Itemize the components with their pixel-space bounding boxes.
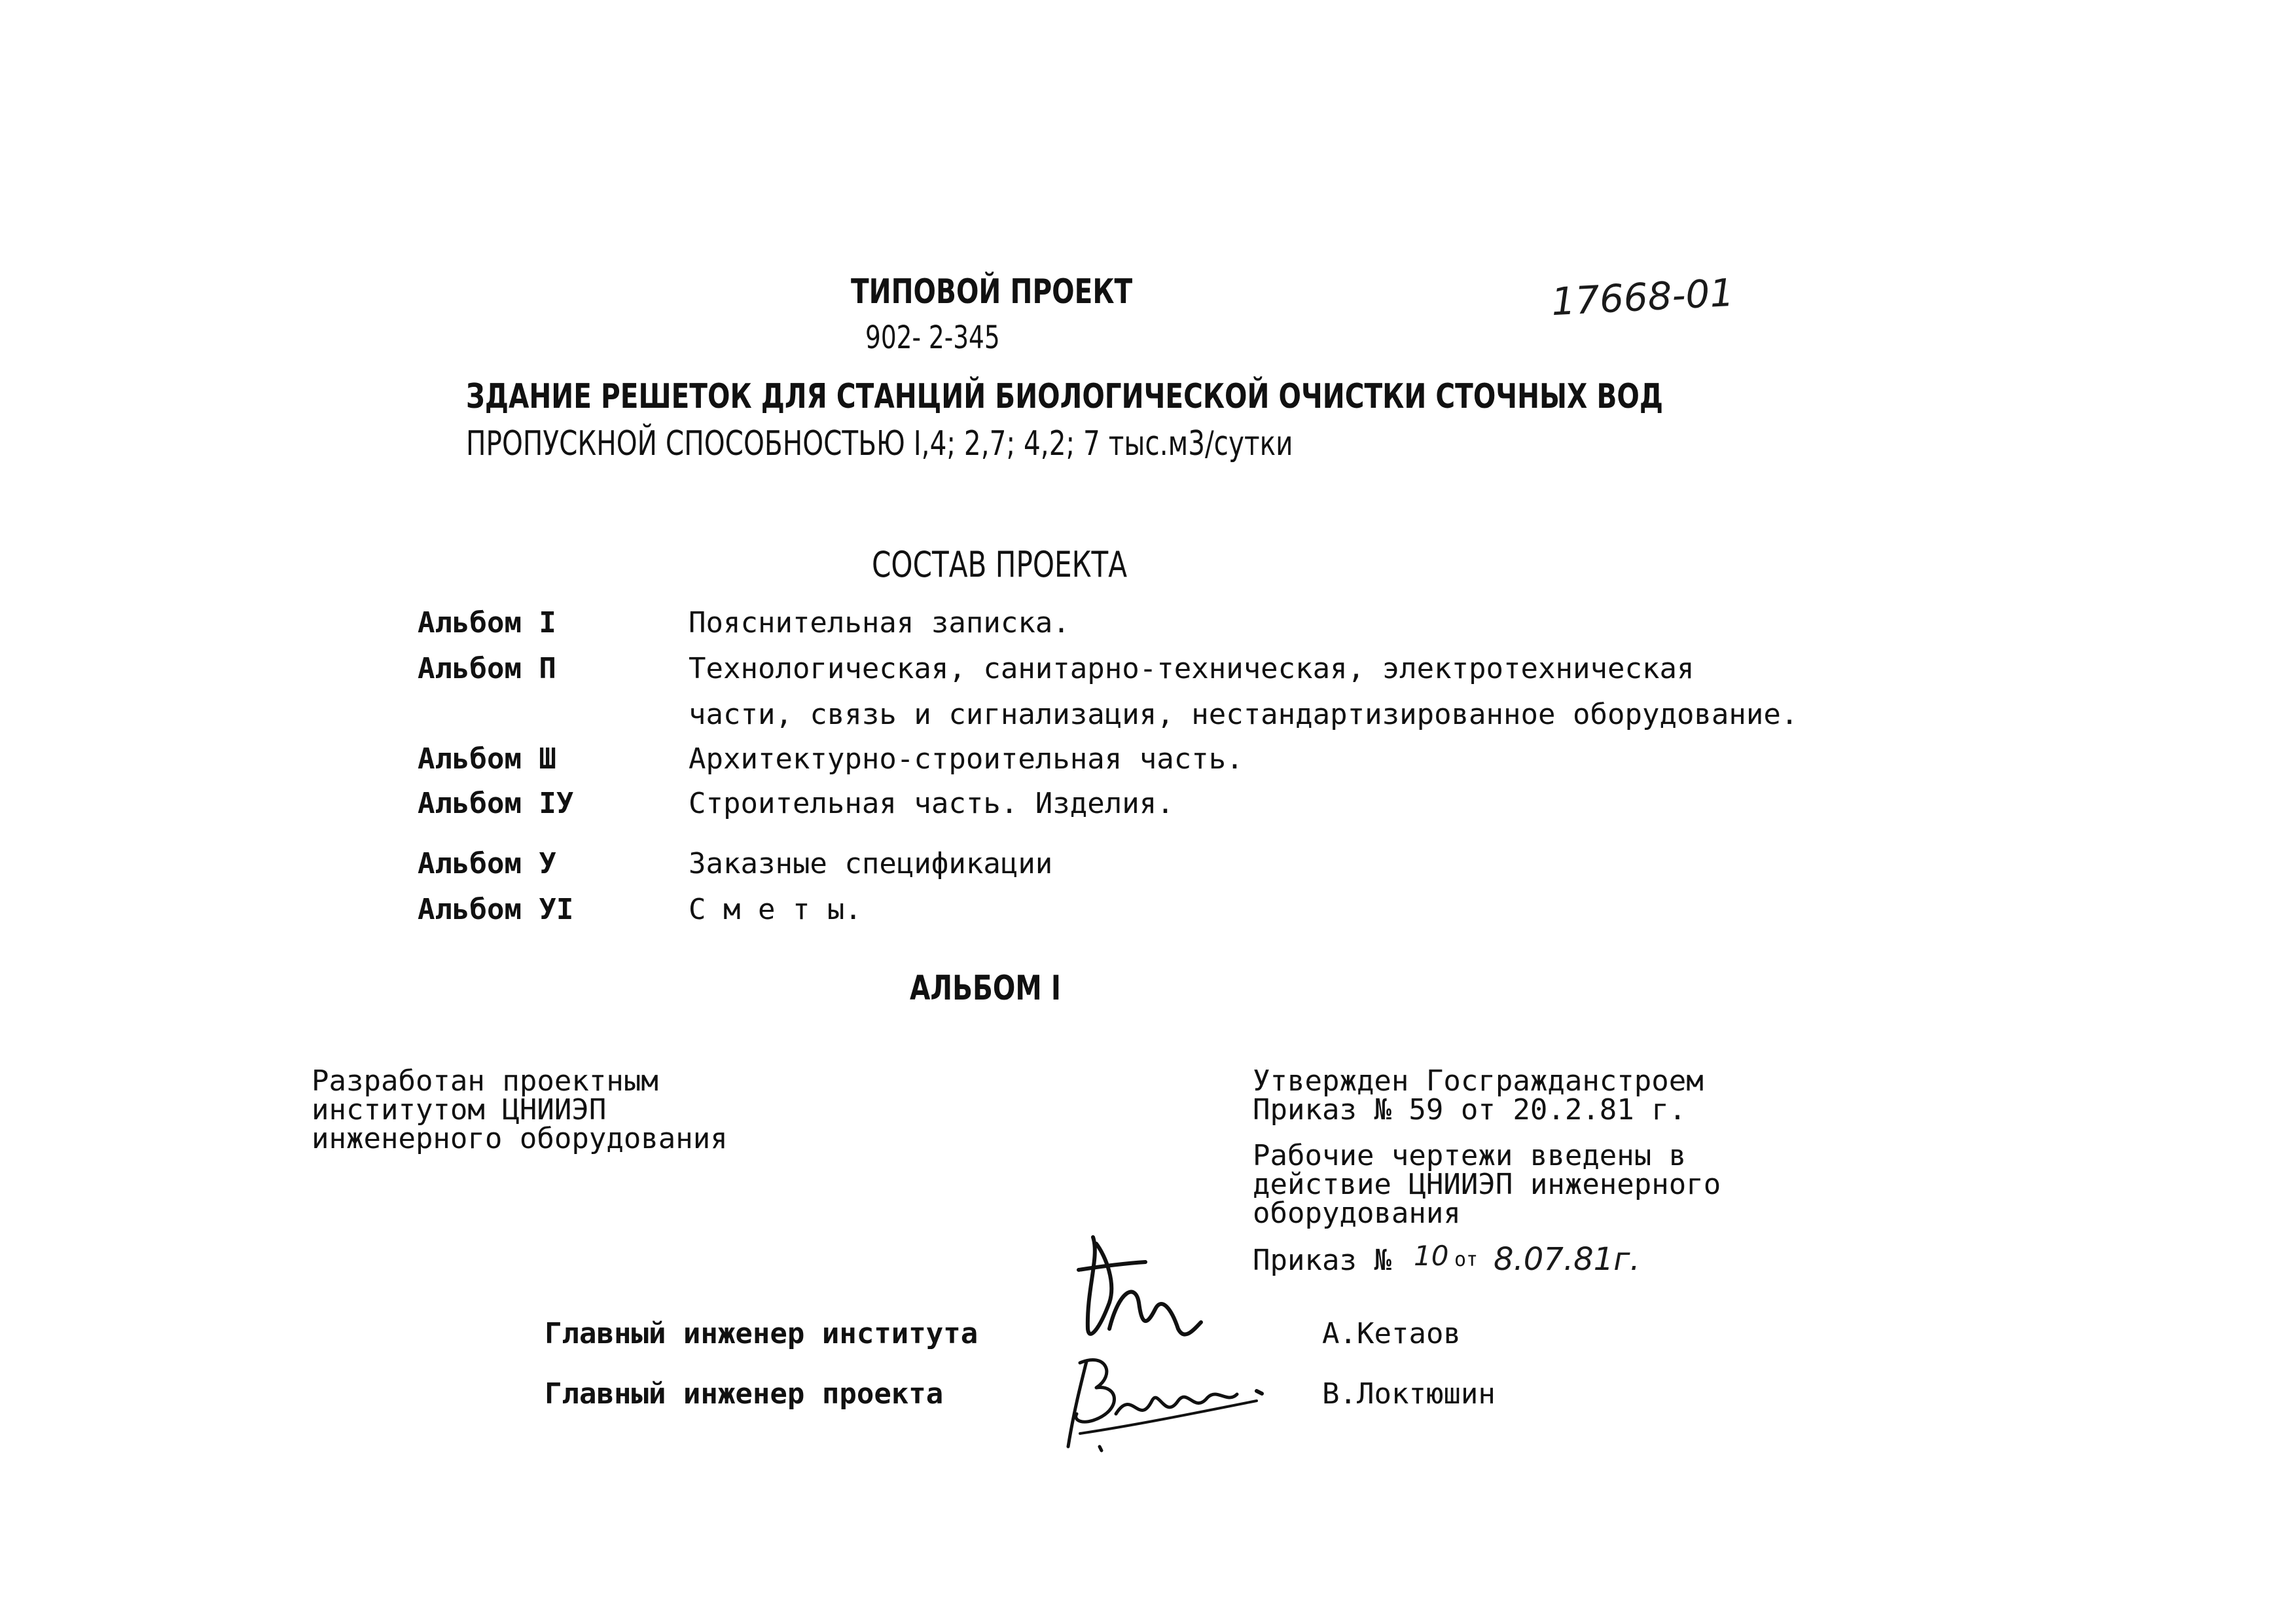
order-from: от	[1454, 1248, 1479, 1271]
album-label-4: Альбом IУ	[418, 787, 574, 820]
album-label-5: Альбом У	[418, 847, 556, 880]
developer-line-3: инженерного оборудования	[312, 1122, 728, 1155]
signature-name-1: А.Кетаов	[1322, 1317, 1461, 1350]
composition-heading: СОСТАВ ПРОЕКТА	[872, 544, 1128, 585]
title-line-1: ЗДАНИЕ РЕШЕТОК ДЛЯ СТАНЦИЙ БИОЛОГИЧЕСКОЙ ОЧИСТКИ СТОЧНЫХ ВОД	[466, 377, 1663, 416]
signature-name-2: В.Локтюшин	[1322, 1377, 1496, 1411]
approval-line-2: Приказ № 59 от 20.2.81 г.	[1253, 1093, 1687, 1127]
album-description-3: Архитектурно-строительная часть.	[689, 742, 1244, 776]
album-description-5: Заказные спецификации	[689, 847, 1053, 880]
developer-line-1: Разработан проектным	[312, 1064, 658, 1098]
album-label-6: Альбом УI	[418, 893, 574, 926]
album-description-4: Строительная часть. Изделия.	[689, 787, 1174, 820]
signature-role-2: Главный инженер проекта	[545, 1377, 944, 1411]
order-number: 10	[1414, 1240, 1449, 1272]
album-description-2-cont: части, связь и сигнализация, нестандартизированное оборудование.	[689, 698, 1799, 731]
project-type: ТИПОВОЙ ПРОЕКТ	[851, 272, 1133, 312]
project-number: 902- 2-345	[865, 319, 1000, 356]
album-description-2: Технологическая, санитарно-техническая, электротехническая	[689, 652, 1695, 685]
album-label-3: Альбом Ш	[418, 742, 556, 776]
title-line-2: ПРОПУСКНОЙ СПОСОБНОСТЬЮ I,4; 2,7; 4,2; 7 тыс.м3/сутки	[466, 424, 1293, 463]
signature-2	[1060, 1348, 1276, 1460]
registry-number: 17668-01	[1550, 270, 1735, 325]
approval-line-4: действие ЦНИИЭП инженерного	[1253, 1168, 1721, 1201]
signature-role-1: Главный инженер института	[545, 1317, 978, 1350]
order-date: 8.07.81г.	[1494, 1241, 1640, 1278]
current-album: АЛЬБОМ I	[910, 969, 1061, 1008]
signature-1	[1073, 1231, 1204, 1348]
approval-line-3: Рабочие чертежи введены в	[1253, 1139, 1687, 1172]
album-label-1: Альбом I	[418, 606, 556, 640]
album-description-1: Пояснительная записка.	[689, 606, 1070, 640]
approval-line-5: оборудования	[1253, 1197, 1461, 1230]
album-label-2: Альбом П	[418, 652, 556, 685]
developer-line-2: институтом ЦНИИЭП	[312, 1093, 607, 1127]
album-description-6: С м е т ы.	[689, 893, 862, 926]
approval-line-1: Утвержден Госгражданстроем	[1253, 1064, 1704, 1098]
order-prefix: Приказ №	[1253, 1244, 1391, 1277]
